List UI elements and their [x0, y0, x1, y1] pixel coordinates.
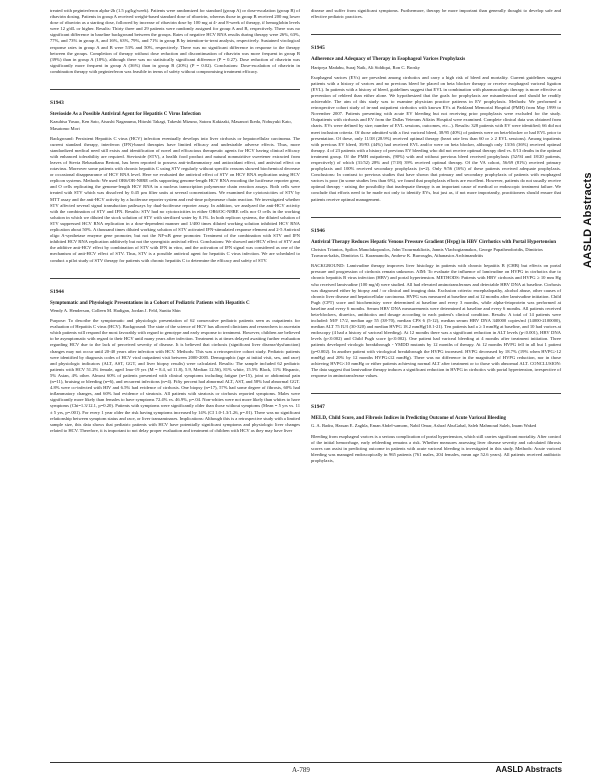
abstract-title: Adherence and Adequacy of Therapy in Esophageal Varices Prophylaxis: [311, 57, 466, 63]
abstract-body: Purpose: To describe the symptomatic and physiologic presentation of 62 consecutive pediatric patients seen as outpatients for evaluation of Hepatitis C virus (HCV). Background: The state of the science of HCV has allowed clinicians and researchers to ascertain which patients will respond the most favorably with regard to genotype and early response to treatment. However, children are believed to be asymptomatic with regard to their HCV until many years after infection. Treatment is at times delayed awaiting further evaluation regarding HCV due to the lack of perceived severity of disease. It is believed that cirrhosis (significant liver disease/dysfunction) changes may not occur until 20-40 years after infection with HCV. Methods: This was a retrospective cohort study. Pediatric patients were identified by diagnosis codes of HCV viral outpatient visit between 2000-2005. Demographic (age at initial visit, sex, and race) and physiologic indicators (ALT, AST, GGT, and liver biopsy results) were calculated. Results: The sample included 62 pediatric patients with HCV 51.2% female, aged 1mo-19 yrs (M = 8.4, sd 11.8), 5.9, Median 12.56), 81% white, 15.5% Black, 11% Hispanic, 5% Asian, 4% other. Almost 60% of patients presented with clinical symptoms including fatigue (n=15), joint or abdominal pain (n=11), bruising or bleeding (n=6), and recurrent infections (n=4). Fifty percent had abnormal ALT, AST, and 58% had abnormal GGT. 4.8% were co-infected with HIV and 6.5% had evidence of cirrhosis. One biopsy (n=17), 57% had some degree of fibrosis, 60% had inflammatory changes, and 60% had evidence of steatosis. All patients with steatosis or cirrhosis reported symptoms. Males were significantly more likely than females to have symptoms 72.4% vs. 46.9%, p=.04. Non-whites were not more likely than whites to have symptoms (Chi=1.3/12.1, p=0.20). Patients with symptoms were significantly older than those without symptoms (Mean = 5 yrs vs. 11 ± 5 yrs, p=.001). For every 1 year older the risk having symptoms increased by 14% (CI 1.0-1.3/1.26, p=.01). There was no significant relationship between symptom status and race, or liver transaminases. Implications: Although this is a retrospective study with a limited sample size, this data shows that pediatric patients with HCV have potentially significant symptoms and physiologic liver changes related to HCV. Therefore, it is important to not delay proper evaluation and treatment of children with HCV as they may have liver: [50, 318, 300, 433]
abstract-id: S1947: [311, 404, 325, 411]
section-divider: [50, 278, 300, 279]
left-column: [50, 8, 300, 448]
abstract-id: S1945: [311, 45, 325, 52]
abstract-s1944: [50, 289, 300, 434]
section-divider: [311, 34, 561, 35]
page-number: A-789: [292, 766, 310, 774]
abstract-title: MELD, Child Score, and Fibrosis Indices in Predicting Outcome of Acute Variceal Bleeding: [311, 416, 507, 422]
section-divider: [311, 393, 561, 394]
abstract-id: S1944: [50, 288, 64, 295]
abstract-body: BACKGROUND: Lamivudine therapy improves liver histology in patients with chronic hepatitis B (CHB) but effects on portal pressure and progression of cirrhosis remain unknown. AIM: To evaluate the influence of lamivudine on HVPG in cirrhotics due to chronic hepatitis B virus infection (HBV) and portal hypertension. METHODS: Patients with HBV cirrhosis and HVPG ≥ 10 mm Hg who received lamivudine (100 mg/d) were studied. All had elevated aminotransferases and detectable HBV DNA at baseline. Cirrhosis was diagnosed either by biopsy and / or clinical and imaging data. Exclusion criteria: encephalopathy, alcohol abuse, other causes of chronic liver disease and hepatocellular carcinoma. HVPG was measured at baseline and at 12 months after lamivudine initiation. Child Pugh (CPT) score and biochemistry were determined at baseline and every 3 months, while alpha-fetoprotein was performed at baseline and every 6 months. Serum HBV DNA measurements were determined at baseline and every 6 months. All patients received beta-blockers, diuretics, antibiotics and dosage according to each patient's clinical condition. Results: A total of 14 patients were included: M/F 17/2, median age 55 (38-70), median CPS 6 (5-12), median serum HBV DNA 340000 copies/ml (14000-2100000), median ALT 75 IU/l (30-320) and median HVPG 18.2 mmHg(10.1-21). Ten patients had a ≥ 3 mmHg at baseline, and 10 had varices at endoscopy (4 had a history of variceal bleeding). At 12 months there was a significant reduction in ALT levels (p<0.001), HBV DNA levels (p<0.002) and Child Pugh score (p<0.002). One patient had variceal bleeding at 4 months after treatment initiation. Three patients developed virologic breakthrough - YMDD mutants by 12 months of therapy. At 12 months HVPG fell in all but 1 patient (p=0.002). In another patient with virological breakthrough the HVPG increased. HVPG decreased by 18.7% (19% when HVPG>12 mmHg) and 20% by 12 months HVPG≤12 mmHg). There was no difference in the magnitude of HVPG reduction, nor in those achieving HVPG<10 mmHg or either patients achieving normal ALT after treatment or to those with abnormal ALT. CONCLUSION: The data suggest that lamivudine therapy induces a significant reduction in HVPG in cirrhotics with portal hypertension, irrespective of response in aminotransferase values.: [311, 263, 561, 378]
abstract-s1945: [311, 45, 561, 202]
section-divider: [50, 89, 300, 90]
footer-journal-name: AASLD Abstracts: [495, 765, 562, 774]
abstract-s1943: [50, 100, 300, 264]
abstract-authors: Hariprya Madabu, Suraj Naik, Ali Siddiqui, Ron C. Brosky: [311, 64, 420, 70]
abstract-authors: Wendy A. Henderson, Colleen M. Hadigan, Jordan J. Feld, Sunita Shin: [50, 308, 181, 313]
abstract-authors: Christos Triantos, Spilios Manolakopoulos, John Tzourmakliotis, Jannis Vlachogiannakos, George Papatheodoridis, Dimitrios Tzavaras-kakis, Dimitrios G. Karamanolis, Andrew K. Burroughs, Athanasios Archimandritis: [311, 247, 543, 259]
section-divider: [311, 217, 561, 218]
abstract-s1947: [311, 404, 561, 464]
abstract-body: Bleeding from esophageal varices is a serious complication of portal hypertension, which still carries significant mortality. After control of the initial hemorrhage, early rebleeding remains a risk. Whether measures assessing liver disease severity and calculated fibrosis scores can assist in predicting outcome in patients with acute variceal bleeding is investigated in this study. Methods: Acute variceal bleeding was managed endoscopically in 965 patients (761 males, 204 females, mean age 52.6 years). All patients received antibiotic prophylaxis,: [311, 433, 561, 463]
abstract-title: Antiviral Therapy Reduces Hepatic Venous Pressure Gradient (Hvpg) in HBV Cirrhotics with Portal Hypertension: [311, 239, 557, 245]
abstract-id: S1946: [311, 227, 325, 234]
footer-divider: [50, 762, 562, 763]
continued-abstract-text: treated with peginterferon alpha-2b (1.5 µg/kg/week). Patients were randomized for standard (group A) or dose-escalation (group B) of ribavirin dosing. Patients in group A received weight-based standard dose of ribavirin, whereas those in group B received 200 mg lower dose of ribavirin as a starting dose, followed by increase of ribavirin dose by 100 mg at 4- and 8-week of therapy, if hemoglobin levels were 12 g/dL or higher. Results: Thirty three and 29 patients were randomly assigned for group A and B, respectively. There was no significant difference in baseline background between the groups. Rates of negative HCV RNA results during therapy were 26%, 63%, 77%, and 73% in group A, and 16%, 63%, 79%, and 71% in group B by intention-to-treat analysis, respectively. Sustained virological response rates in group A and B were 53% and 50%, respectively. There was no significant difference in response to the therapy between the groups. Completion of therapy without dose reduction and discontinuation of ribavirin was more frequent in group B (39%) than in group A (18%), although there was no statistically significant difference (P = 0.27). Dose reduction of ribavirin was significantly more frequent in group A (36%) than in group B (20%) (P = 0.02). Conclusions: Dose-escalation of ribavirin in combination therapy with peginterferon was feasible in terms of safety without compromising treatment efficacy.: [50, 8, 300, 74]
side-tab: [578, 0, 600, 781]
continued-abstract-text: disease and suffer from significant symptoms. Furthermore, therapy be more important than generally thought to develop safe and effective pediatric practices.: [311, 8, 561, 20]
abstract-title: Stevioside As a Possible Antiviral Agent for Hepatitis C Virus Infection: [50, 112, 201, 118]
abstract-s1946: [311, 228, 561, 379]
side-section-label: AASLD Abstracts: [582, 172, 594, 268]
abstract-authors: Kazuhisa Yasuo, Ken Sato, Atsushi Naganuma, Hitoshi Takagi, Takeshi Mizuno, Satoru Kakizaki, Masanori Ikeda, Nobuyuki Kato, Masatomo Mori: [50, 119, 292, 131]
abstract-body: Background: Persistent Hepatitis C virus (HCV) infection eventually develops into liver cirrhosis or hepatocellular carcinoma. The current standard therapy, interferon (IFN)-based therapies have limited efficacy and undesirable adverse effects. Thus, more standardized medical need still exists and identification of novel and efficacious therapeutic agents for HCV having clinical efficacy with enhanced tolerability are required. Stevioside (STV), a health food product and natural nonnutritive sweetener extracted from leaves of Stevia Rebaudiana Bertoni, has been reported to possess anti-inflammatory and antioxidant effect, and antiviral effect on rotavirus. Moreover some patients with chronic hepatitis C using STV regularly without specific reasons showed biochemical decrease or occasional disappearance of HCV RNA level. Here we evaluated the antiviral effect of STV on HCV RNA replication using HCV replicon systems. Methods: We used OR6/OR-N8RE cells supporting genome-length HCV RNA encoding the luciferase reporter gene, and O cells replicating the genome-length HCV RNA in a nucleus transcription polymerase chain reaction assays. Both cells were treated with STV which was dissolved by 0.45 µm filter units at several concentrations. We examined the cytotoxicities of STV by MTT assay and the anti-HCV activity by a luciferase reporter system and real-time polymerase chain reaction. We investigated whether STV affected several signal transduction pathways by dual-luciferase reporter assay. In addition, we analyzed the anti-HCV activity with the combination of STV and IFN. Results: STV had no cytotoxicities in either OR6/OC-N8RE cells nor O cells in the working solution in which we diluted the stock solution of STV with sterilized water by 0.1%. In both replicon systems, the diluted solution of STV suppressed HCV RNA replication in a dose-dependent manner and 1/400 times diluted working solution inhibited HCV RNA replication about 50%. A thousand times diluted working solution of STV activated IFN-stimulated response element and 2-5 Antiviral oligo A-synthetase enzyme gene promoter, but not the NF-κB gene promoter. Treatment of the combination with STV and IFN inhibited HCV RNA replication additively but not the synergistic antiviral effect. Conclusions: We showed anti-HCV effect of STV and the additive anti-HCV effect by combination of STV with IFN in vitro, and the activation of IFN signal was considered as one of the mechanism of anti-HCV effect of STV. Thus, STV is a possible antiviral agent for hepatitis C virus infection. We are scheduled to conduct a pilot study of STV therapy for patients with chronic hepatitis C to determine the efficacy and safety of STV.: [50, 135, 300, 263]
abstract-title: Symptomatic and Physiologic Presentations in a Cohort of Pediatric Patients with Hepatitis C: [50, 300, 250, 306]
right-column: [311, 8, 561, 478]
abstract-id: S1943: [50, 100, 64, 107]
abstract-body: Esophageal varices (EVs) are prevalent among cirrhotics and carry a high risk of bleed and mortality. Current guidelines suggest patients with a history of varices and no previous bleed be placed on beta blocker therapy or receive esophageal variceal ligation (EVL). In patients with a history of bleed, guidelines suggest that EVL in combination with pharmacologic therapy is more effective at prevention of rebleed than either alone. We hypothesized that the goals for prophylaxis are misunderstood and should be readily achievable. The aim of this study was to examine physician practice patterns in EV prophylaxis. Methods: We performed a retrospective cohort study of in-and outpatient cirrhotics with known EVs at Parkland Memorial Hospital (PMH) from May 1999 to November 2007. Patients presenting with acute EV bleeding but not receiving prior prophylaxis were excluded for the study. Outpatients with cirrhosis and EV from the Dallas Veterans Affairs Hospital were examined. Complete clinical data was obtained from charts. EVs were defined by size; number of EVL sessions, outcomes, etc...). Results: 328 patients with EV were identified; 66 did not meet inclusion criteria. Of those admitted with a first variceal bleed, 38/95 (40%) of patients were on beta-blocker or had EVL prior to presentation. Of these, only 11/38 (28.9%) received optimal therapy (heart rate less than 60 or ≥ 2 EVL sessions). Among inpatients with previous EV bleed, 39/93 (44%) had received EVL and/or were on beta blocker, although only 13/36 (36%) received optimal therapy. 4 of 23 patients with a history of previous EV bleeding who did not receive optimal therapy died vs. 0/13 deaths in the optimal treatment group. Of the PMH outpatients, (90%) with and without previous bleed received prophylaxis (52/94 and 18/20 patients, respectively) of which (31/52) 28% and (7/18) 39% received optimal therapy. Of the VA cohort, 56/69 (81%) received primary prophylaxis and 100% received secondary prophylaxis (n=2). Only 9/56 (16%) of these patients received adequate prophylaxis. Conclusions: In contrast to previous studies that have shown that primary and secondary prophylaxis of patients with esophageal varices is poor (in some studies less than 6%), we found that prophylaxis efforts are excellent. However, patients do not usually receive optimal therapy - raising the possibility that inadequate therapy is an important cause of medical or endoscopic treatment failure. We conclude that efforts need to be made not only to identify EVs, but just as, if not more importantly, practitioners should ensure that patients receive optimal management.: [311, 74, 561, 202]
abstract-authors: G. A. Badra, Hassan E. Zaghla, Eman Abdel-samom, Nabil Omar, Ashraf AbuGabal, Saleh Mahmoud Saleh, Imam Waked: [311, 423, 537, 429]
